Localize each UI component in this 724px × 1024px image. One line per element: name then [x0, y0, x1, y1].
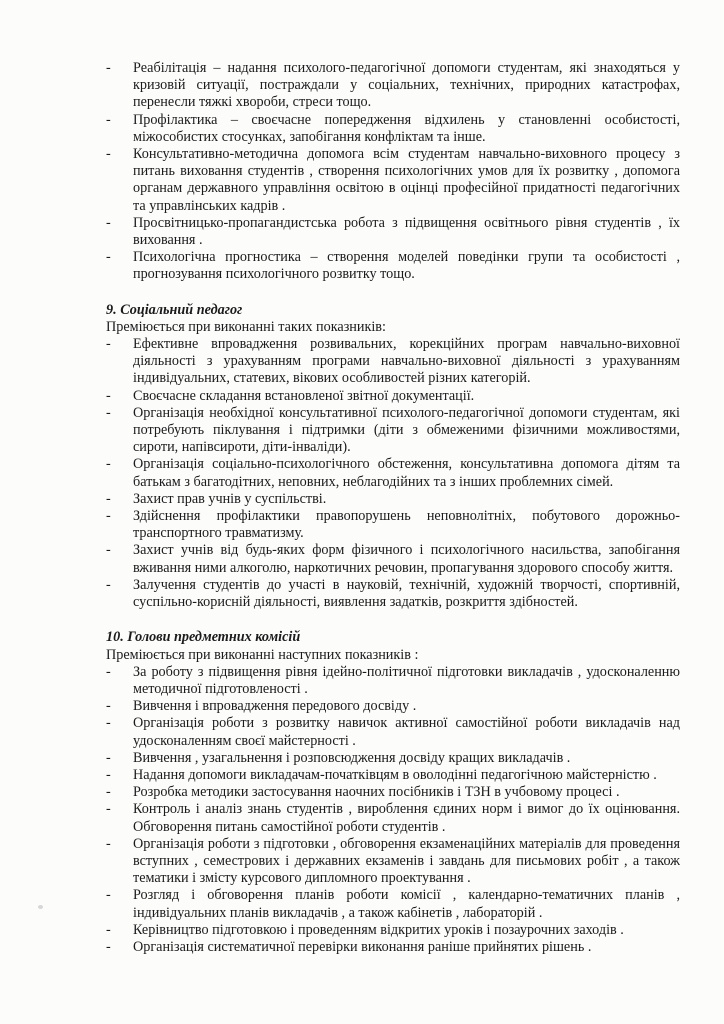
list-item-text: Організація роботи з підготовки , обговорення екзаменаційних матеріалів для проведення вступних , семестрових і державних екзаменів і завдань для письмових робіт , а також тематики і змісту курсового дипломного проектування . [133, 835, 680, 887]
bullet-dash: - [106, 249, 111, 266]
section-list [106, 336, 680, 611]
list-item [106, 491, 680, 508]
section-intro: Преміюється при виконанні наступних показників : [106, 646, 419, 663]
bullet-dash: - [106, 938, 111, 955]
list-item [106, 146, 680, 215]
bullet-dash: - [106, 887, 111, 904]
bullet-dash: - [106, 490, 111, 507]
list-item [106, 698, 680, 715]
list-item [106, 767, 680, 784]
list-item [106, 664, 680, 698]
list-item [106, 388, 680, 405]
list-item-text: Залучення студентів до участі в науковій, технічній, художній творчості, спортивній, суспільно-корисній діяльності, виявлення задатків, розкриття здібностей. [133, 576, 680, 611]
list-item-text: Вивчення і впровадження передового досвіду . [133, 698, 417, 715]
section-heading: 10. Голови предметних комісій [106, 629, 301, 646]
bullet-dash: - [106, 336, 111, 353]
document-body [106, 60, 680, 956]
bullet-dash: - [106, 542, 111, 559]
bullet-dash: - [106, 60, 111, 76]
list-item [106, 750, 680, 767]
list-item-text: За роботу з підвищення рівня ідейно-політичної підготовки викладачів , удосконаленню методичної підготовленості . [133, 663, 680, 697]
bullet-dash: - [106, 698, 111, 715]
list-item [106, 215, 680, 249]
list-item-text: Організація роботи з розвитку навичок активної самостійної роботи викладачів над удосконаленням своєї майстерності . [133, 715, 680, 749]
list-item-text: Контроль і аналіз знань студентів , вироблення єдиних норм і вимог до їх оцінювання. Обговорення питань самостійної роботи студентів . [133, 801, 680, 835]
list-item [106, 249, 680, 283]
bullet-dash: - [106, 749, 111, 766]
list-item [106, 577, 680, 611]
list-item-text: Профілактика – своєчасне попередження відхилень у становленні особистості, міжособистих стосунках, запобігання конфліктам та інше. [133, 111, 680, 145]
list-item [106, 508, 680, 542]
list-item [106, 801, 680, 835]
bullet-dash: - [106, 715, 111, 732]
list-item [106, 784, 680, 801]
bullet-dash: - [106, 663, 111, 680]
list-item-text: Своєчасне складання встановленої звітної документації. [133, 387, 475, 404]
bullet-dash: - [106, 766, 111, 783]
list-item-text: Захист учнів від будь-яких форм фізичного і психологічного насильства, запобігання вживання ними алкоголю, наркотичних речовин, пропагування здорового способу життя. [133, 542, 680, 576]
section-list [106, 664, 680, 956]
bullet-dash: - [106, 404, 111, 421]
list-item-text: Організація соціально-психологічного обстеження, консультативна допомога дітям та батькам з багатодітних, неповних, неблагодійних та з інших проблемних сімей. [133, 456, 680, 490]
list-item [106, 60, 680, 112]
section-social-pedagogue [106, 302, 680, 612]
list-item [106, 939, 680, 956]
list-item-text: Організація необхідної консультативної психолого-педагогічної допомоги студентам, які потребують піклування і підтримки (діти з обмеженими фізичними можливостями, сироти, напівсироти, діти-інваліди). [133, 404, 680, 456]
list-item [106, 836, 680, 888]
section-intro: Преміюється при виконанні таких показників: [106, 318, 386, 335]
list-item [106, 887, 680, 921]
list-item-text: Консультативно-методична допомога всім студентам навчально-виховного процесу з питань виховання студентів , створення психологічних умов для їх розвитку , допомога органам державного управління освітою в оцінці професійної придатності педагогічних та управлінських кадрів . [133, 146, 680, 214]
section-heading: 9. Соціальний педагог [106, 301, 243, 318]
list-item-text: Реабілітація – надання психолого-педагогічної допомоги студентам, які знаходяться у кризовій ситуації, постраждали у соціальних, технічних, природних катастрофах, перенесли тяжкі хвороби, стреси тощо. [133, 60, 680, 111]
bullet-dash: - [106, 784, 111, 801]
list-item-text: Здійснення профілактики правопорушень неповнолітніх, побутового дорожньо-транспортного травматизму. [133, 508, 680, 542]
list-item-text: Вивчення , узагальнення і розповсюдження досвіду кращих викладачів . [133, 749, 571, 766]
section-commission-heads [106, 629, 680, 956]
bullet-dash: - [106, 921, 111, 938]
list-item-text: Організація систематичної перевірки виконання раніше прийнятих рішень . [133, 938, 592, 955]
list-item-text: Керівництво підготовкою і проведенням відкритих уроків і позаурочних заходів . [133, 921, 624, 938]
list-item-text: Розгляд і обговорення планів роботи комісії , календарно-тематичних планів , індивідуальних планів викладачів , а також кабінетів , лабораторій . [133, 887, 680, 921]
bullet-dash: - [106, 146, 111, 163]
previous-section-list [106, 60, 680, 284]
scan-speck [38, 905, 43, 909]
bullet-dash: - [106, 387, 111, 404]
bullet-dash: - [106, 111, 111, 128]
list-item [106, 112, 680, 146]
list-item [106, 456, 680, 490]
list-item [106, 336, 680, 388]
list-item-text: Захист прав учнів у суспільстві. [133, 490, 327, 507]
list-item [106, 715, 680, 749]
list-item [106, 542, 680, 576]
bullet-dash: - [106, 576, 111, 593]
list-item-text: Ефективне впровадження розвивальних, корекційних програм навчально-виховної діяльності з урахуванням програми навчально-виховної діяльності з урахуванням індивідуальних, статевих, вікових особливостей різних категорій. [133, 336, 680, 387]
bullet-dash: - [106, 456, 111, 473]
bullet-dash: - [106, 214, 111, 231]
list-item-text: Психологічна прогностика – створення моделей поведінки групи та особистості , прогнозування психологічного розвитку тощо. [133, 249, 680, 283]
bullet-dash: - [106, 801, 111, 818]
list-item-text: Розробка методики застосування наочних посібників і ТЗН в учбовому процесі . [133, 784, 620, 801]
list-item [106, 922, 680, 939]
list-item-text: Просвітницько-пропагандистська робота з підвищення освітнього рівня студентів , їх виховання . [133, 214, 680, 249]
bullet-dash: - [106, 835, 111, 852]
list-item-text: Надання допомоги викладачам-початківцям в оволодінні педагогічною майстерністю . [133, 766, 657, 783]
list-item [106, 405, 680, 457]
bullet-dash: - [106, 508, 111, 525]
